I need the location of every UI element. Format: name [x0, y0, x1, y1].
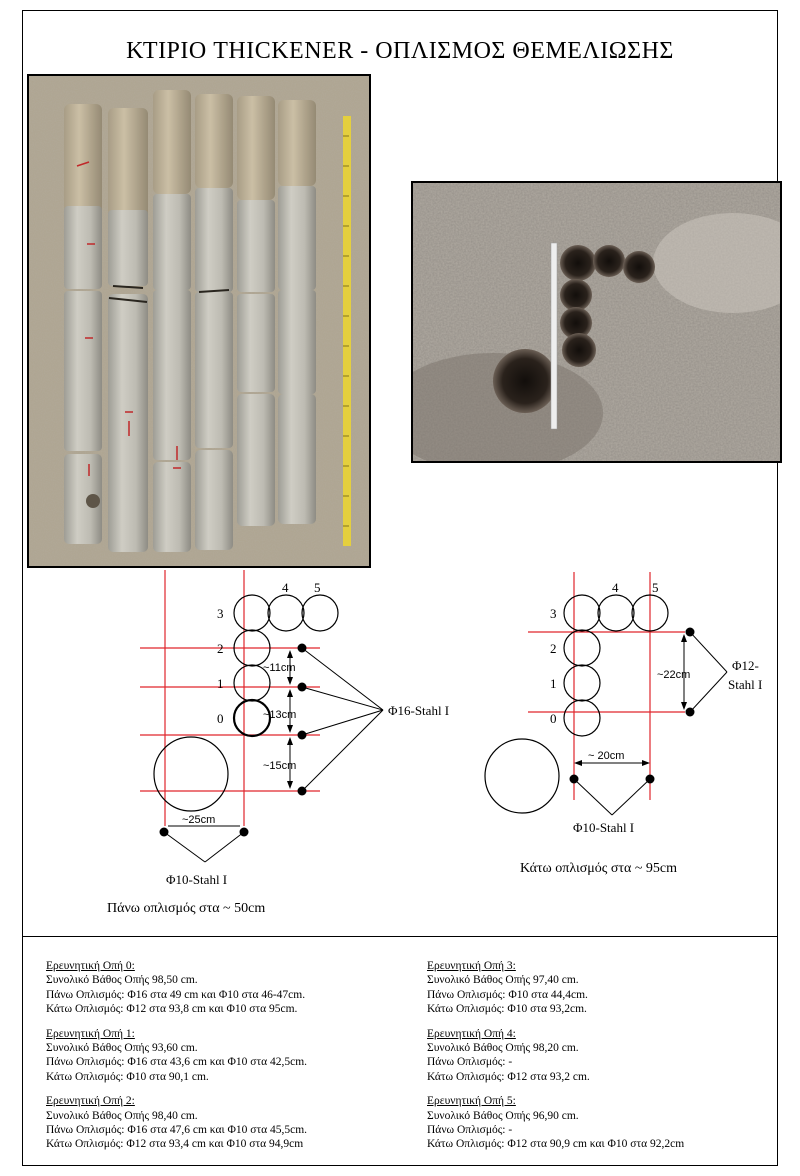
core-column-0 [64, 104, 102, 544]
hole-lower-reinforcement: Κάτω Οπλισμός: Φ12 στα 93,4 cm και Φ10 στα 94,9cm [46, 1138, 304, 1151]
caption-lower-reinforcement: Κάτω οπλισμός στα ~ 95cm [520, 861, 678, 876]
core-number-5: 5 [314, 580, 321, 595]
spacing-label-15cm: ~15cm [263, 760, 297, 772]
hole-upper-reinforcement: Πάνω Οπλισμός: Φ10 στα 44,4cm. [427, 988, 588, 1001]
spacing-label-22cm: ~22cm [657, 669, 691, 681]
hole-lower-reinforcement: Κάτω Οπλισμός: Φ12 στα 93,2 cm. [427, 1070, 590, 1083]
core-number-3: 3 [217, 606, 224, 621]
dimension-arrows [168, 654, 290, 826]
hole-upper-reinforcement: Πάνω Οπλισμός: - [427, 1056, 513, 1069]
bar-label-phi16: Φ16-Stahl I [388, 703, 450, 718]
core-number-2: 2 [550, 641, 557, 656]
core-number-4: 4 [282, 580, 289, 595]
hole-block-4 [427, 1027, 772, 1085]
diagram-lower-reinforcement [470, 570, 780, 890]
spacing-label-20cm: ~ 20cm [588, 750, 625, 762]
core-column-4 [237, 96, 275, 526]
core-number-0: 0 [550, 711, 557, 726]
photo-concrete-cores [27, 74, 371, 568]
hole-block-3 [427, 959, 772, 1017]
hole-heading: Ερευνητική Οπή 2: [46, 1095, 135, 1108]
dimension-arrows [578, 638, 684, 763]
hole-block-1 [46, 1027, 416, 1085]
core-number-4: 4 [612, 580, 619, 595]
hole-block-5 [427, 1094, 772, 1152]
hole-list-left [46, 959, 416, 1162]
page-title: ΚΤΙΡΙΟ THICKENER - ΟΠΛΙΣΜΟΣ ΘΕΜΕΛΙΩΣΗΣ [126, 38, 674, 64]
bar-label-phi12-line1: Φ12- [732, 658, 759, 673]
core-circles [154, 595, 338, 811]
core-number-1: 1 [217, 676, 224, 691]
core-number-0: 0 [217, 711, 224, 726]
diagram-upper-reinforcement [130, 570, 450, 930]
grid-lines [140, 570, 320, 826]
core-column-3 [195, 94, 233, 550]
hole-depth: Συνολικό Βάθος Οπής 98,20 cm. [427, 1042, 579, 1055]
hole-depth: Συνολικό Βάθος Οπής 93,60 cm. [46, 1042, 198, 1055]
spacing-label-13cm: ~13cm [263, 709, 297, 721]
hole-depth: Συνολικό Βάθος Οπής 97,40 cm. [427, 974, 579, 987]
hole-upper-reinforcement: Πάνω Οπλισμός: Φ16 στα 49 cm και Φ10 στα 46-47cm. [46, 988, 306, 1001]
hole-lower-reinforcement: Κάτω Οπλισμός: Φ12 στα 90,9 cm και Φ10 στα 92,2cm [427, 1138, 685, 1151]
hole-upper-reinforcement: Πάνω Οπλισμός: - [427, 1124, 513, 1137]
hole-depth: Συνολικό Βάθος Οπής 98,50 cm. [46, 974, 198, 987]
caption-upper-reinforcement: Πάνω οπλισμός στα ~ 50cm [107, 901, 266, 916]
bar-label-phi10-left: Φ10-Stahl I [166, 872, 228, 887]
core-column-2 [153, 90, 191, 552]
spacing-label-25cm: ~25cm [182, 814, 216, 826]
hole-heading: Ερευνητική Οπή 3: [427, 960, 516, 972]
core-number-3: 3 [550, 606, 557, 621]
hole-heading: Ερευνητική Οπή 0: [46, 960, 135, 972]
core-column-5 [278, 100, 316, 524]
hole-heading: Ερευνητική Οπή 5: [427, 1095, 516, 1108]
hole-heading: Ερευνητική Οπή 4: [427, 1027, 516, 1040]
hole-depth: Συνολικό Βάθος Οπής 98,40 cm. [46, 1109, 198, 1122]
core-number-1: 1 [550, 676, 557, 691]
hole-upper-reinforcement: Πάνω Οπλισμός: Φ16 στα 43,6 cm και Φ10 στα 42,5cm. [46, 1056, 308, 1069]
hole-lower-reinforcement: Κάτω Οπλισμός: Φ10 στα 93,2cm. [427, 1003, 587, 1016]
hole-block-0 [46, 959, 416, 1017]
hole-depth: Συνολικό Βάθος Οπής 96,90 cm. [427, 1109, 579, 1122]
bar-label-phi12-line2: Stahl I [728, 677, 763, 692]
bar-label-phi10-right: Φ10-Stahl I [573, 820, 635, 835]
photo-drilled-holes [411, 181, 782, 463]
leader-lines [164, 648, 383, 862]
hole-lower-reinforcement: Κάτω Οπλισμός: Φ12 στα 93,8 cm και Φ10 στα 95cm. [46, 1003, 298, 1016]
core-column-1 [108, 108, 148, 552]
core-number-2: 2 [217, 641, 224, 656]
hole-upper-reinforcement: Πάνω Οπλισμός: Φ16 στα 47,6 cm και Φ10 στα 45,5cm. [46, 1124, 308, 1137]
hole-lower-reinforcement: Κάτω Οπλισμός: Φ10 στα 90,1 cm. [46, 1070, 209, 1083]
spacing-label-11cm: ~11cm [263, 662, 296, 674]
hole-block-2 [46, 1094, 416, 1152]
core-number-5: 5 [652, 580, 659, 595]
hole-heading: Ερευνητική Οπή 1: [46, 1027, 135, 1040]
hole-list-right [427, 959, 772, 1162]
